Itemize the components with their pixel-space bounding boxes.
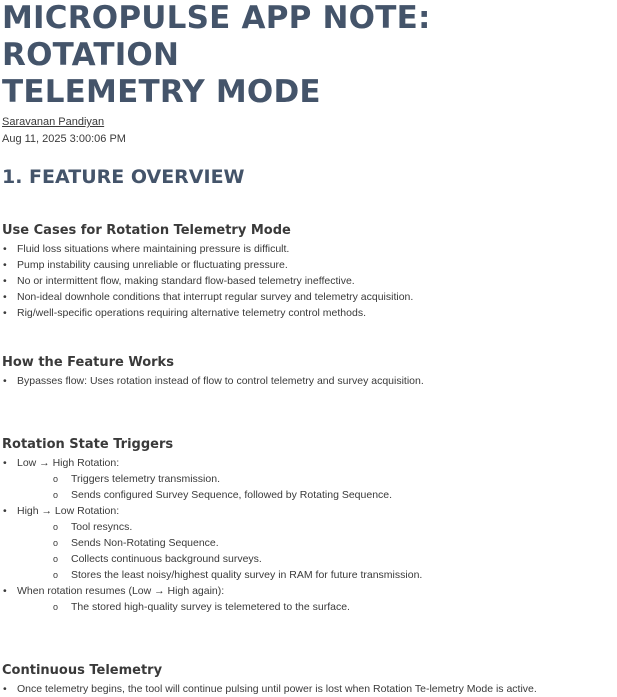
author-link[interactable]: Saravanan Pandiyan bbox=[2, 116, 105, 128]
list-item: • High → Low Rotation: o Tool resyncs. o Sends Non-Rotating Sequence. o Collects continuous background surveys. o Stores the least noisy/highest quality survey in RAM for future transmission. bbox=[2, 503, 617, 583]
sub-list bbox=[17, 599, 617, 615]
section-heading-feature-overview: 1. FEATURE OVERVIEW bbox=[2, 166, 245, 188]
sub-list bbox=[17, 471, 617, 503]
document-date: Aug 11, 2025 3:00:06 PM bbox=[2, 133, 126, 145]
rotation-triggers-heading: Rotation State Triggers bbox=[2, 437, 174, 452]
circle-bullet-icon: o bbox=[53, 570, 59, 580]
title-line-1: MICROPULSE APP NOTE: ROTATION bbox=[2, 0, 431, 73]
list-item: • No or intermittent flow, making standard flow-based telemetry ineffective. bbox=[3, 275, 355, 287]
sub-list-item: o Sends configured Survey Sequence, followed by Rotating Sequence. bbox=[53, 489, 393, 501]
bullet-icon: • bbox=[3, 375, 7, 387]
use-cases-list bbox=[2, 241, 617, 321]
rotation-triggers-list bbox=[2, 455, 617, 615]
sub-list-item: o Collects continuous background surveys. bbox=[53, 553, 262, 565]
list-item: • Non-ideal downhole conditions that interrupt regular survey and telemetry acquisition. bbox=[3, 291, 414, 303]
bullet-icon: • bbox=[3, 275, 7, 287]
use-cases-heading: Use Cases for Rotation Telemetry Mode bbox=[2, 223, 291, 238]
how-feature-works-heading: How the Feature Works bbox=[2, 355, 174, 370]
list-item: • Bypasses flow: Uses rotation instead of flow to control telemetry and survey acquisition. bbox=[3, 375, 424, 387]
bullet-icon: • bbox=[3, 505, 7, 517]
sub-list-item: o Triggers telemetry transmission. bbox=[53, 473, 220, 485]
document-title bbox=[2, 0, 617, 111]
bullet-icon: • bbox=[3, 683, 7, 695]
circle-bullet-icon: o bbox=[53, 474, 59, 484]
bullet-icon: • bbox=[3, 457, 7, 469]
circle-bullet-icon: o bbox=[53, 490, 59, 500]
title-line-2: TELEMETRY MODE bbox=[2, 74, 321, 110]
bullet-icon: • bbox=[3, 259, 7, 271]
how-feature-works-list bbox=[2, 373, 617, 389]
list-item: • When rotation resumes (Low → High again): o The stored high-quality survey is telemetered to the surface. bbox=[2, 583, 617, 615]
list-item: • Fluid loss situations where maintaining pressure is difficult. bbox=[3, 243, 290, 255]
sub-list bbox=[17, 519, 617, 583]
circle-bullet-icon: o bbox=[53, 602, 59, 612]
list-item: • Rig/well-specific operations requiring alternative telemetry control methods. bbox=[3, 307, 366, 319]
circle-bullet-icon: o bbox=[53, 538, 59, 548]
list-item: • Once telemetry begins, the tool will continue pulsing until power is lost when Rotation Te-lemetry Mode is active. bbox=[3, 683, 537, 695]
bullet-icon: • bbox=[3, 585, 7, 597]
bullet-icon: • bbox=[3, 291, 7, 303]
bullet-icon: • bbox=[3, 243, 7, 255]
sub-list-item: o Stores the least noisy/highest quality survey in RAM for future transmission. bbox=[53, 569, 423, 581]
list-item: • Pump instability causing unreliable or fluctuating pressure. bbox=[3, 259, 288, 271]
bullet-icon: • bbox=[3, 307, 7, 319]
sub-list-item: o The stored high-quality survey is telemetered to the surface. bbox=[53, 601, 350, 613]
continuous-telemetry-list bbox=[2, 681, 617, 697]
circle-bullet-icon: o bbox=[53, 554, 59, 564]
sub-list-item: o Tool resyncs. bbox=[53, 521, 133, 533]
list-item: • Low → High Rotation: o Triggers telemetry transmission. o Sends configured Survey Sequence, followed by Rotating Sequence. bbox=[2, 455, 617, 503]
circle-bullet-icon: o bbox=[53, 522, 59, 532]
continuous-telemetry-heading: Continuous Telemetry bbox=[2, 663, 163, 678]
sub-list-item: o Sends Non-Rotating Sequence. bbox=[53, 537, 219, 549]
